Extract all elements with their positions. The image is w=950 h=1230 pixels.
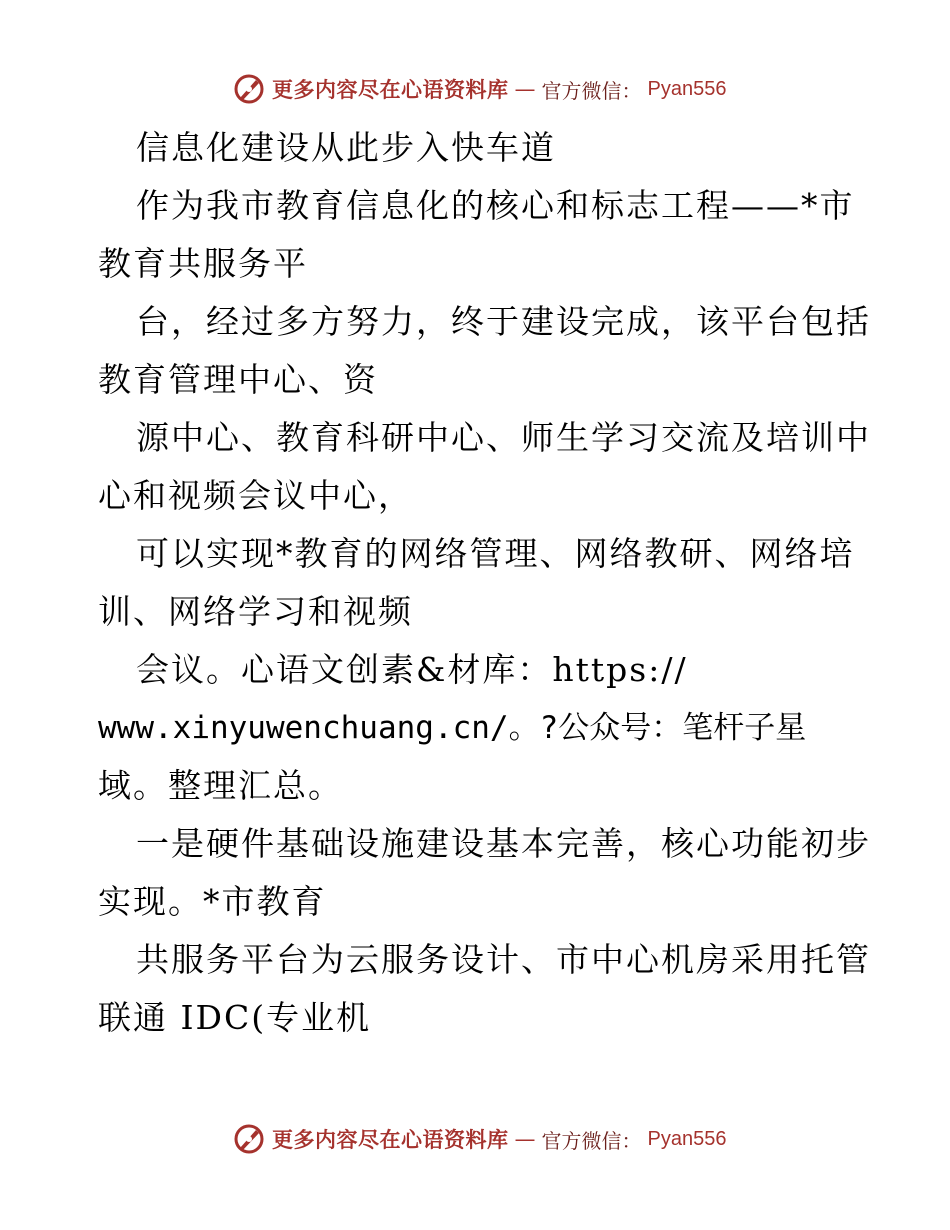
text-line: 可以实现*教育的网络管理、网络教研、网络培 <box>136 534 855 573</box>
text-line: 共服务平台为云服务设计、市中心机房采用托管 <box>136 940 871 979</box>
header-banner <box>232 72 726 106</box>
brush-circle-logo-icon <box>232 1122 266 1156</box>
text-line-url: www.xinyuwenchuang.cn/。?公众号：笔杆子星 <box>98 710 807 746</box>
text-line: 训、网络学习和视频 <box>98 592 413 631</box>
document-body <box>98 119 878 1047</box>
text-line: 一是硬件基础设施建设基本完善，核心功能初步 <box>136 824 871 863</box>
header-banner-wechat-label: 官方微信： <box>541 78 642 103</box>
text-line: 实现。*市教育 <box>98 882 327 921</box>
text-line: 作为我市教育信息化的核心和标志工程——*市 <box>136 186 855 225</box>
header-banner-dash: — <box>514 77 536 101</box>
footer-banner-wechat-id: Pyan556 <box>647 1127 727 1150</box>
text-line: 会议。心语文创素&材库：https:// <box>136 650 688 689</box>
text-line: 联通 IDC(专业机 <box>98 998 372 1037</box>
text-line: 心和视频会议中心， <box>98 476 413 515</box>
text-line: 台，经过多方努力，终于建设完成，该平台包括 <box>136 302 871 341</box>
footer-banner-title: 更多内容尽在心语资料库 <box>272 1128 509 1152</box>
text-line: 源中心、教育科研中心、师生学习交流及培训中 <box>136 418 871 457</box>
brush-circle-logo-icon <box>232 72 266 106</box>
footer-banner-wechat-label: 官方微信： <box>541 1128 642 1153</box>
text-line: 教育管理中心、资 <box>98 360 378 399</box>
footer-banner-dash: — <box>514 1127 536 1151</box>
header-banner-title: 更多内容尽在心语资料库 <box>272 78 509 102</box>
text-line: 信息化建设从此步入快车道 <box>136 128 556 167</box>
header-banner-wechat-id: Pyan556 <box>647 77 727 100</box>
footer-banner <box>232 1122 726 1156</box>
text-line: 教育共服务平 <box>98 244 308 283</box>
text-line: 域。整理汇总。 <box>98 766 343 805</box>
